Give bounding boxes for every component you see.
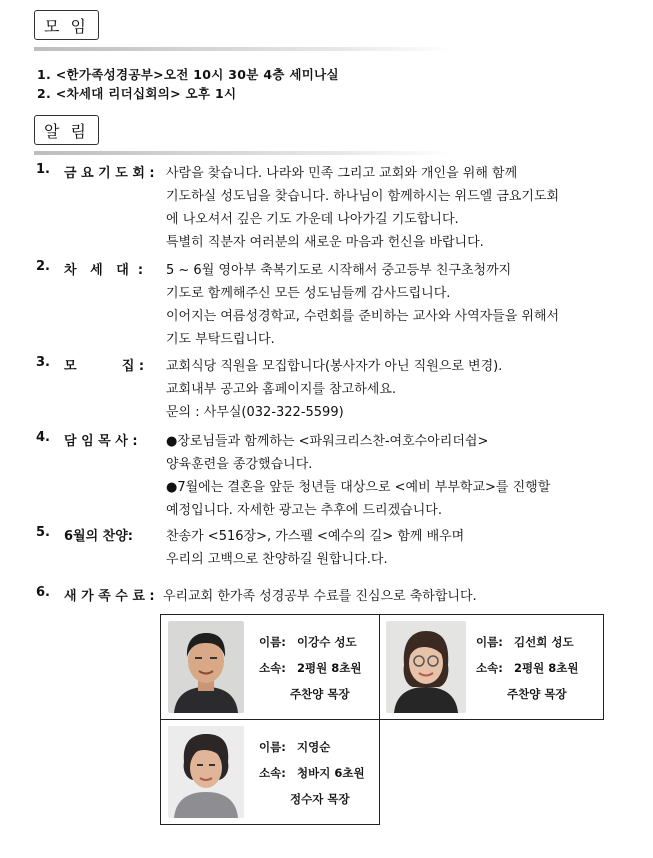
name-label: 이름: — [259, 740, 286, 754]
group-label: 소속: — [259, 766, 286, 780]
graduate-info — [259, 734, 365, 812]
notice-line: 양육훈련을 종강했습니다. — [166, 457, 313, 472]
notice-line: ●장로님들과 함께하는 <파워크리스찬-여호수아리더쉽> — [166, 434, 489, 449]
man-portrait-icon — [168, 621, 244, 713]
notice-line: 우리교회 한가족 성경공부 수료를 진심으로 축하합니다. — [163, 589, 477, 604]
group-label: 소속: — [476, 661, 503, 675]
notice-line: 특별히 직분자 여러분의 새로운 마음과 헌신을 바랍니다. — [166, 235, 484, 250]
name-label: 이름: — [476, 635, 503, 649]
notice-number: 4. — [36, 430, 50, 445]
graduate-cell: 정수자 목장 — [290, 792, 350, 806]
notice-line: 에 나오셔서 깊은 기도 가운데 나아가길 기도합니다. — [166, 212, 459, 227]
notice-body — [166, 259, 626, 351]
notice-line: 예정입니다. 자세한 광고는 추후에 드리겠습니다. — [166, 503, 442, 518]
graduate-cell: 주찬양 목장 — [290, 687, 350, 701]
graduate-group: 청바지 6초원 — [297, 766, 365, 780]
meeting-item-1: 1. <한가족성경공부>오전 10시 30분 4층 세미나실 — [37, 67, 339, 82]
notice-label: 모 집 : — [64, 359, 145, 374]
graduate-name: 이강수 성도 — [297, 635, 357, 649]
graduate-group: 2평원 8초원 — [514, 661, 579, 675]
notice-line: 교회내부 공고와 홈페이지를 참고하세요. — [166, 382, 397, 397]
notice-line: 교회식당 직원을 모집합니다(봉사자가 아닌 직원으로 변경). — [166, 359, 503, 374]
graduate-cell: 주찬양 목장 — [507, 687, 567, 701]
notice-line: ●7월에는 결혼을 앞둔 청년들 대상으로 <예비 부부학교>를 진행할 — [166, 480, 551, 495]
graduate-card — [160, 719, 380, 825]
graduate-info — [259, 629, 361, 707]
notice-line: 이어지는 여름성경학교, 수련회를 준비하는 교사와 사역자들을 위해서 — [166, 309, 560, 324]
notice-body — [166, 162, 626, 254]
name-label: 이름: — [259, 635, 286, 649]
notice-line: 5 ~ 6월 영아부 축복기도로 시작해서 중고등부 친구초청까지 — [166, 263, 512, 278]
graduate-name: 김선희 성도 — [514, 635, 574, 649]
notice-label: 담 임 목 사 : — [64, 434, 138, 449]
notice-number: 6. — [36, 585, 50, 600]
notice-line: 기도하실 성도님을 찾습니다. 하나님이 함께하시는 위드엘 금요기도회 — [166, 189, 560, 204]
notice-number: 5. — [36, 525, 50, 540]
notice-line: 기도로 함께해주신 모든 성도님들께 감사드립니다. — [166, 286, 451, 301]
graduate-group: 2평원 8초원 — [297, 661, 362, 675]
meetings-section-header — [34, 10, 99, 40]
notice-body — [163, 585, 623, 608]
notice-label: 새 가 족 수 료 : — [64, 589, 155, 604]
graduate-info — [476, 629, 578, 707]
meeting-item-2: 2. <차세대 리더십회의> 오후 1시 — [37, 86, 237, 101]
notice-line: 우리의 고백으로 찬양하길 원합니다.다. — [166, 552, 388, 567]
notice-label: 금 요 기 도 회 : — [64, 166, 155, 181]
divider — [34, 47, 454, 51]
woman-portrait-older-icon — [168, 726, 244, 818]
graduate-name: 지영순 — [297, 740, 331, 754]
notice-body — [166, 525, 626, 571]
divider — [34, 151, 454, 155]
graduate-card — [379, 614, 604, 720]
notice-label: 6월의 찬양: — [64, 529, 134, 544]
notices-title: 알 림 — [34, 115, 99, 145]
notice-number: 1. — [36, 162, 50, 177]
notice-line: 문의 : 사무실(032-322-5599) — [166, 405, 344, 420]
graduate-card — [160, 614, 380, 720]
notice-line: 사람을 찾습니다. 나라와 민족 그리고 교회와 개인을 위해 함께 — [166, 166, 518, 181]
woman-portrait-icon — [386, 621, 466, 713]
notice-number: 2. — [36, 259, 50, 274]
notice-label: 차 세 대 : — [64, 263, 144, 278]
notice-line: 찬송가 <516장>, 가스펠 <예수의 길> 함께 배우며 — [166, 529, 465, 544]
notices-section-header — [34, 115, 99, 145]
notice-line: 기도 부탁드립니다. — [166, 332, 275, 347]
notice-body — [166, 430, 626, 522]
notice-body — [166, 355, 626, 424]
notice-number: 3. — [36, 355, 50, 370]
meetings-title: 모 임 — [34, 10, 99, 40]
group-label: 소속: — [259, 661, 286, 675]
